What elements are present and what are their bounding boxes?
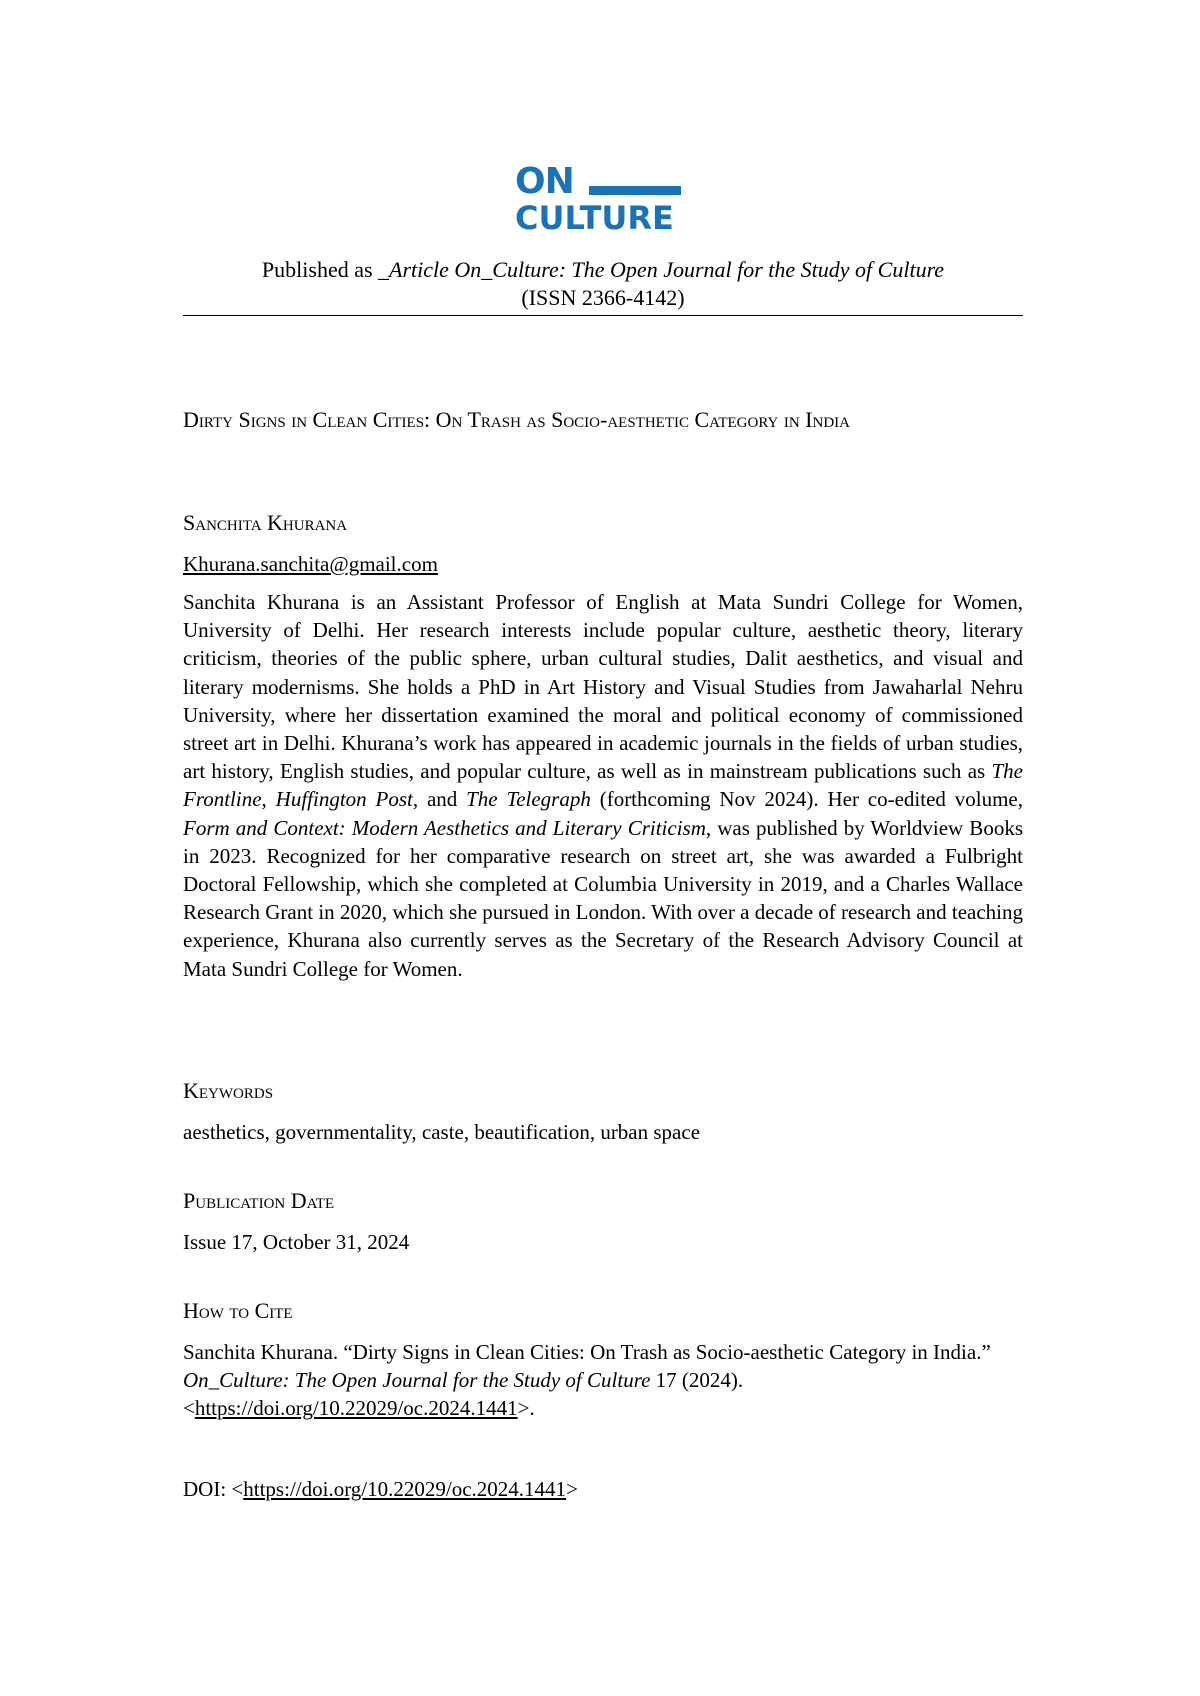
- publication-date-heading: Publication Date: [183, 1188, 335, 1213]
- author-email-link[interactable]: Khurana.sanchita@gmail.com: [183, 552, 438, 576]
- bio-frontline: The Frontline: [183, 759, 1023, 812]
- citation: [183, 1338, 1023, 1422]
- how-to-cite-heading: How to Cite: [183, 1298, 293, 1323]
- keywords: aesthetics, governmentality, caste, beautification, urban space: [183, 1120, 701, 1144]
- keywords-heading: Keywords: [183, 1078, 274, 1103]
- bio-text: ,: [261, 787, 276, 812]
- logo-on-text: ON: [515, 161, 574, 202]
- citation-bracket: <: [183, 1396, 195, 1420]
- header-rule: [183, 315, 1023, 316]
- bio-volume-title: Form and Context: Modern Aesthetics and Literary Criticism: [183, 815, 706, 840]
- doi-link[interactable]: https://doi.org/10.22029/oc.2024.1441: [243, 1477, 567, 1501]
- citation-bracket: >.: [517, 1396, 535, 1420]
- doi-prefix: DOI: <: [183, 1477, 244, 1501]
- bio-text: (forthcoming Nov 2024). Her co-edited volume,: [590, 787, 1023, 812]
- citation-text: 17 (2024).: [650, 1368, 744, 1392]
- bio-text: Sanchita Khurana is an Assistant Professor of English at Mata Sundri College for Women, University of Delhi. Her research interests include popular culture, aesthetic theory, literary criticism, theories of the public sphere, urban cultural studies, Dalit aesthetics, and visual and literary modernisms. She holds a PhD in Art History and Visual Studies from Jawaharlal Nehru University, where her dissertation examined the moral and political economy of commissioned street art in Delhi. Khurana’s work has appeared in academic journals in the fields of urban studies, art history, English studies, and popular culture, as well as in mainstream publications such as: [183, 590, 1023, 784]
- author-name: Sanchita Khurana: [183, 510, 348, 535]
- bio-huffington: Huffington Post: [275, 787, 413, 812]
- bio-text: , was published by Worldview Books in 2023. Recognized for her comparative research on street art, she was awarded a Fulbright Doctoral Fellowship, which she completed at Columbia University in 2019, and a Charles Wallace Research Grant in 2020, which she pursued in London. With over a decade of research and teaching experience, Khurana also currently serves as the Secretary of the Research Advisory Council at Mata Sundri College for Women.: [183, 815, 1023, 981]
- doi-suffix: >: [566, 1477, 578, 1501]
- bio-telegraph: The Telegraph: [466, 787, 591, 812]
- issn: (ISSN 2366-4142): [521, 285, 685, 310]
- publication-date: Issue 17, October 31, 2024: [183, 1230, 410, 1254]
- logo-bar: [589, 186, 681, 195]
- doi-line: [183, 1475, 578, 1503]
- logo-culture-text: CULTURE: [515, 199, 674, 237]
- published-prefix: Published as: [261, 257, 379, 282]
- citation-journal: On_Culture: The Open Journal for the Study of Culture: [183, 1368, 651, 1392]
- article-title: Dirty Signs in Clean Cities: On Trash as Socio-aesthetic Category in India: [183, 407, 850, 432]
- author-bio: [183, 588, 1023, 983]
- published-as-line: [183, 256, 1023, 284]
- bio-text: , and: [412, 787, 467, 812]
- citation-doi-link[interactable]: https://doi.org/10.22029/oc.2024.1441: [194, 1396, 518, 1420]
- on-culture-logo: [515, 161, 690, 237]
- citation-text: Sanchita Khurana. “Dirty Signs in Clean Cities: On Trash as Socio-aesthetic Category in India.”: [183, 1340, 991, 1364]
- journal-name: _Article On_Culture: The Open Journal for the Study of Culture: [378, 257, 945, 282]
